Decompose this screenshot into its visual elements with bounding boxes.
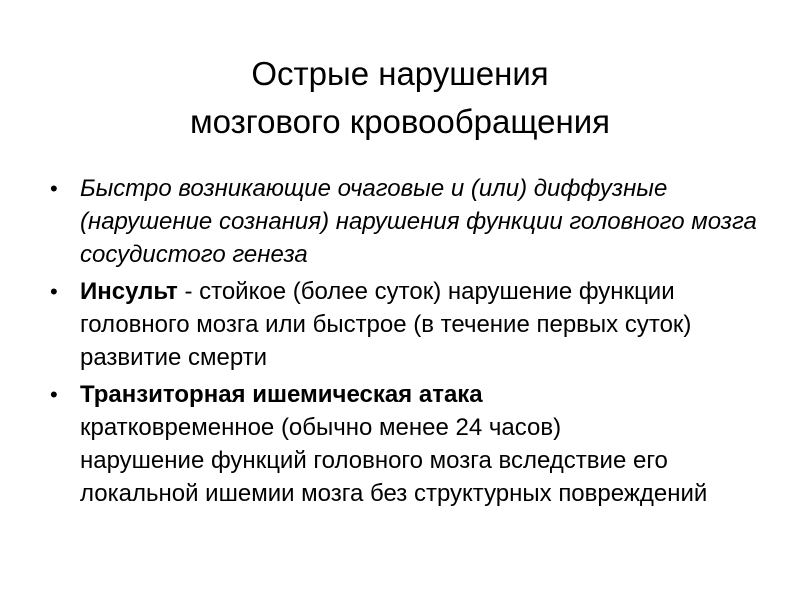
bullet-item-stroke [50, 275, 770, 374]
slide-title-line-2: мозгового кровообращения [189, 103, 611, 141]
bullet-list [50, 172, 770, 514]
slide-title [0, 50, 800, 146]
stroke-description: - стойкое (более суток) нарушение функции головного мозга или быстрое (в течение первых суток) развитие смерти [80, 278, 692, 371]
slide-title-line-1: Острые нарушения [251, 55, 549, 93]
bullet-icon: • [50, 279, 58, 304]
bullet-icon: • [50, 176, 58, 201]
bullet-icon: • [50, 382, 58, 407]
tia-description-line-2: нарушение функций головного мозга вследствие его локальной ишемии мозга без структурных повреждений [80, 447, 708, 507]
tia-term: Транзиторная ишемическая атака [80, 381, 483, 408]
bullet-item-tia [50, 378, 770, 510]
tia-description-line-1: кратковременное (обычно менее 24 часов) [80, 414, 562, 441]
stroke-term: Инсульт [80, 278, 178, 305]
bullet-item-definition [50, 172, 770, 271]
definition-text: Быстро возникающие очаговые и (или) диффузные (нарушение сознания) нарушения функции головного мозга сосудистого генеза [80, 175, 757, 268]
